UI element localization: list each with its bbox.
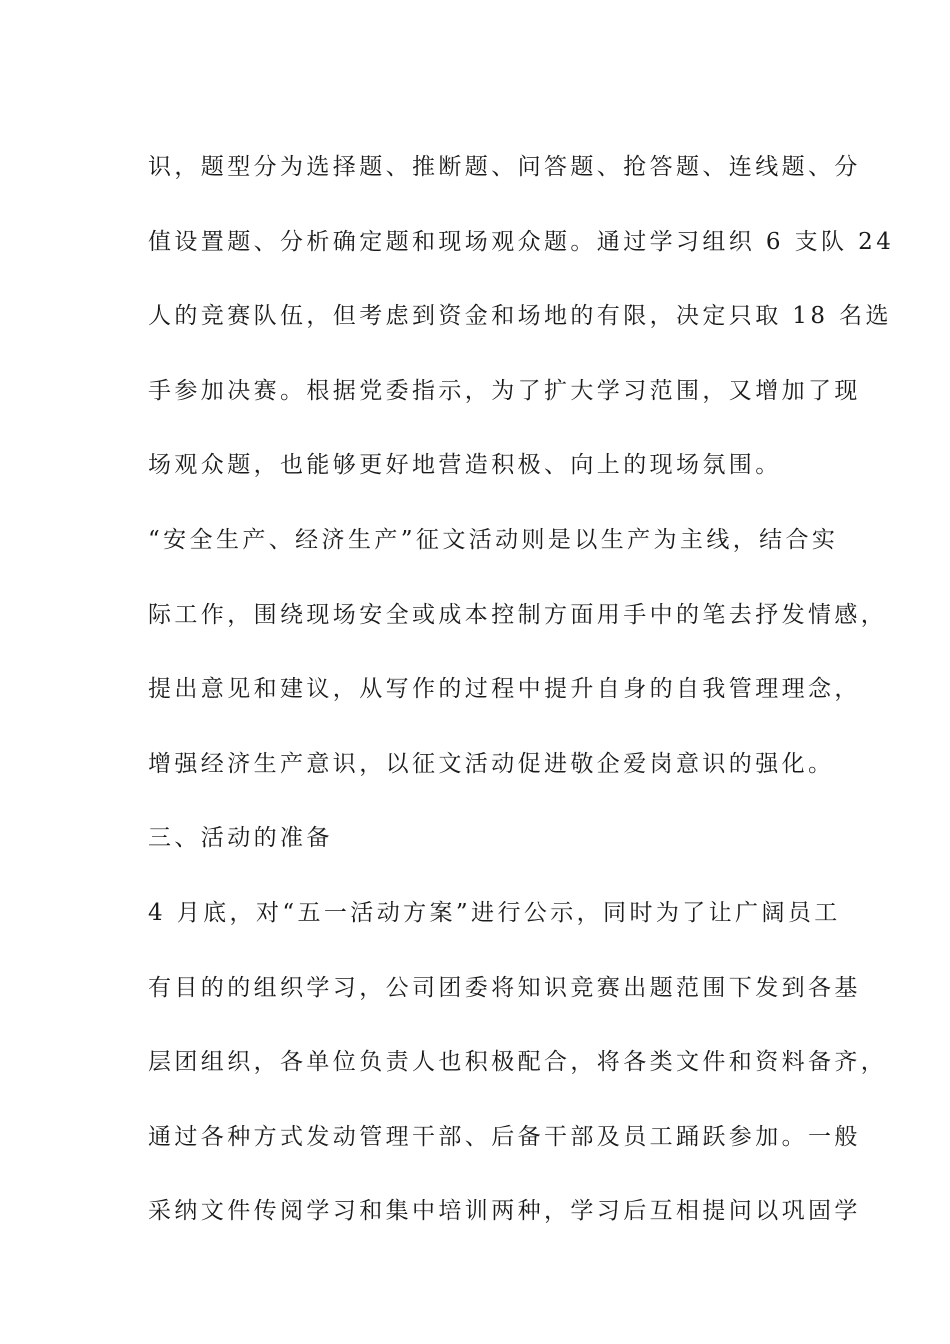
text-line: 增强经济生产意识，以征文活动促进敬企爱岗意识的强化。 (148, 750, 835, 777)
text-line: 际工作，围绕现场安全或成本控制方面用手中的笔去抒发情感， (148, 601, 888, 628)
text-line: 人的竞赛队伍，但考虑到资金和场地的有限，决定只取 18 名选 (148, 303, 892, 330)
text-line: 通过各种方式发动管理干部、后备干部及员工踊跃参加。一般 (148, 1123, 861, 1150)
text-line: 层团组织，各单位负责人也积极配合，将各类文件和资料备齐， (148, 1049, 888, 1076)
text-line: 场观众题，也能够更好地营造积极、向上的现场氛围。 (148, 452, 782, 479)
text-line: 4 月底，对“五一活动方案”进行公示，同时为了让广阔员工 (148, 899, 841, 926)
text-line: 有目的的组织学习，公司团委将知识竞赛出题范围下发到各基 (148, 974, 861, 1001)
text-line: “安全生产、经济生产”征文活动则是以生产为主线，结合实 (148, 526, 839, 553)
text-line: 识，题型分为选择题、推断题、问答题、抢答题、连线题、分 (148, 154, 861, 180)
text-line: 值设置题、分析确定题和现场观众题。通过学习组织 6 支队 24 (148, 228, 895, 255)
text-line: 提出意见和建议，从写作的过程中提升自身的自我管理理念， (148, 676, 861, 703)
text-line: 手参加决赛。根据党委指示，为了扩大学习范围，又增加了现 (148, 377, 861, 404)
text-line: 采纳文件传阅学习和集中培训两种，学习后互相提问以巩固学 (148, 1198, 861, 1225)
section-heading: 三、活动的准备 (148, 825, 333, 852)
body-text (148, 130, 895, 1249)
